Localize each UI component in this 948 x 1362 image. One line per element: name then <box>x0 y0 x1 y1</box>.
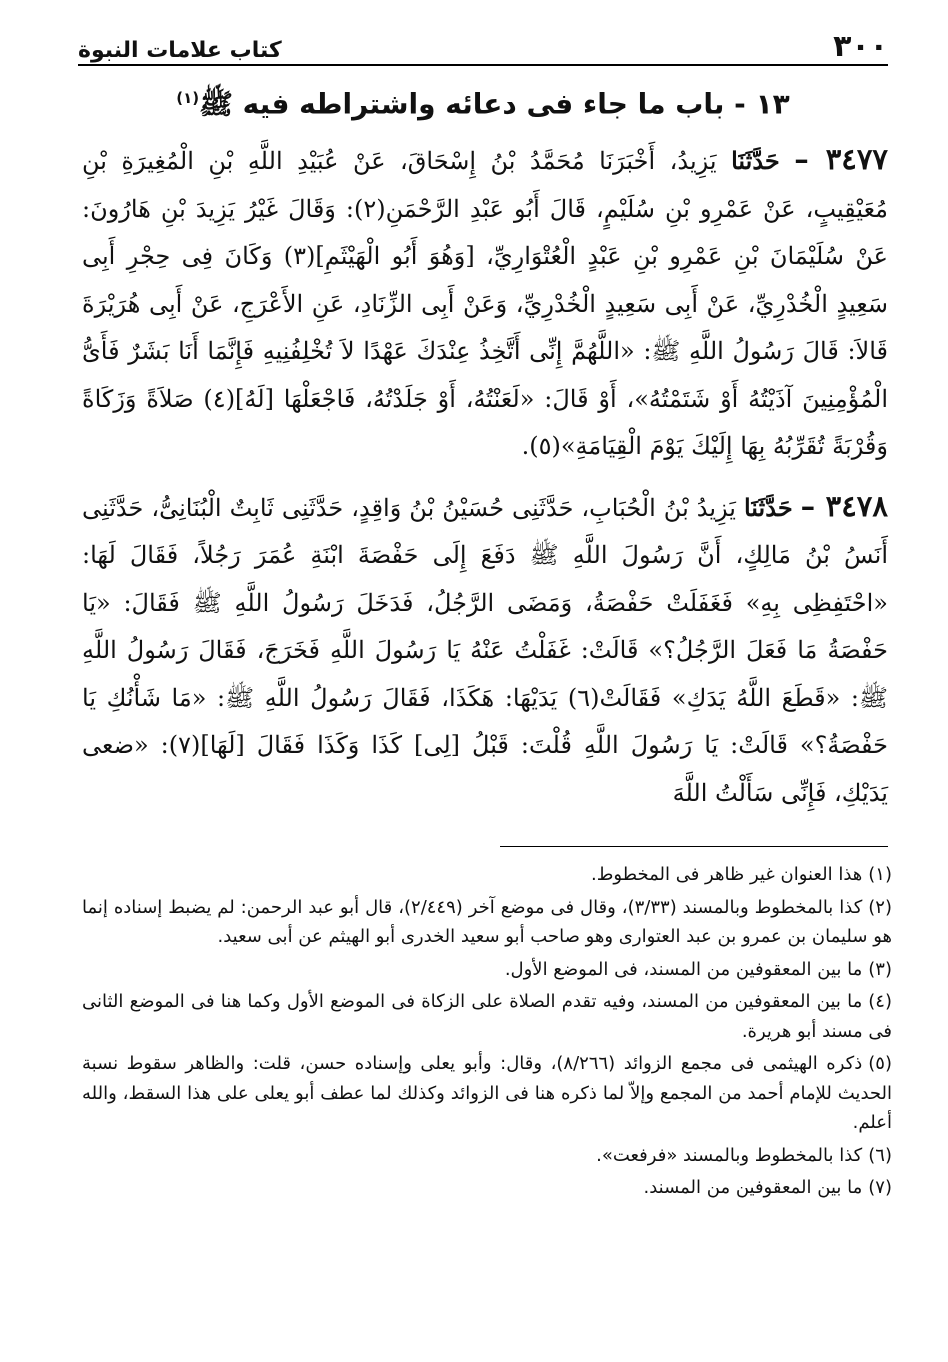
hadith-number: ٣٤٧٧ – <box>794 142 888 176</box>
footnote-text: كذا بالمخطوط وبالمسند (٣/٣٣)، وقال فى موضع آخر (٢/٤٤٩)، قال أبو عبد الرحمن: لم يضبط إسناده إنما هو سليمان بن عمرو بن عبد العتوارى وهو صاحب أبو سعيد الخدرى أبو الهيثم عن أبى سعيد. <box>82 896 892 947</box>
hadith-paragraph <box>82 483 888 818</box>
main-text <box>82 136 888 829</box>
hadith-text: يَزِيدُ، أَخْبَرَنَا مُحَمَّدُ بْنُ إِسْحَاقَ، عَنْ عُبَيْدِ اللَّهِ بْنِ الْمُغِيرَةِ بْنِ مُعَيْقِيبٍ، عَنْ عَمْرِو بْنِ سُلَيْمٍ، قَالَ أَبُو عَبْدِ الرَّحْمَنِ(٢): وَقَالَ غَيْرُ يَزِيدَ بْنِ هَارُونَ: عَنْ سُلَيْمَانَ بْنِ عَمْرِو بْنِ عَبْدٍ الْعُتْوَارِيِّ، [وَهُوَ أَبُو الْهَيْثَمِ](٣) وَكَانَ فِى حِجْرِ أَبِى سَعِيدٍ الْخُدْرِيِّ، عَنْ أَبِى سَعِيدٍ الْخُدْرِيِّ، وَعَنْ أَبِى الزِّنَادِ، عَنِ الأَعْرَجِ، عَنْ أَبِى هُرَيْرَةَ قَالاَ: قَالَ رَسُولُ اللَّهِ ﷺ: «اللَّهُمَّ إِنِّى أَتَّخِذُ عِنْدَكَ عَهْدًا لاَ تُخْلِفُنِيهِ فَإِنَّمَا أَنَا بَشَرٌ فَأَىُّ الْمُؤْمِنِينَ آذَيْتُهُ أَوْ شَتَمْتُهُ»، أَوْ قَالَ: «لَعَنْتُهُ، أَوْ جَلَدْتُهُ، فَاجْعَلْهَا [لَهُ](٤) صَلاَةً وَزَكَاةً وَقُرْبَةً تُقَرِّبُهُ بِهَا إِلَيْكَ يَوْمَ الْقِيَامَةِ»(٥). <box>82 147 889 460</box>
hadith-number: ٣٤٧٨ – <box>800 488 888 523</box>
chapter-title: ١٣ - باب ما جاء فى دعائه واشتراطه فيه ﷺ <box>199 87 790 121</box>
footnote <box>82 1173 892 1203</box>
footnote-number: (٥) <box>868 1053 892 1074</box>
footnotes <box>82 860 892 1206</box>
footnote-number: (٦) <box>868 1144 892 1166</box>
footnote-text: ما بين المعقوفين من المسند. <box>643 1177 863 1198</box>
footnote <box>82 1049 892 1138</box>
footnote-text: كذا بالمخطوط وبالمسند «فرفعت». <box>596 1144 863 1166</box>
footnote-number: (٣) <box>868 958 892 980</box>
footnote-text: ما بين المعقوفين من المسند، وفيه تقدم الصلاة على الزكاة فى الموضع الأول وكما هنا فى الموضع الثانى فى مسند أبو هريرة. <box>82 991 892 1042</box>
footnote-number: (٤) <box>868 991 892 1012</box>
footnote-number: (١) <box>868 864 892 885</box>
footnote <box>82 893 892 952</box>
hadith-paragraph <box>82 136 888 471</box>
footnote-text: هذا العنوان غير ظاهر فى المخطوط. <box>591 864 863 885</box>
footnote-number: (٢) <box>868 896 892 918</box>
footnote <box>82 1141 892 1171</box>
footnote-number: (٧) <box>868 1177 892 1198</box>
header-divider <box>78 64 888 66</box>
chapter-footnote-ref: (١) <box>176 89 200 107</box>
page-number: ٣٠٠ <box>833 29 888 64</box>
footnote-text: ما بين المعقوفين من المسند، فى الموضع الأول. <box>504 958 863 980</box>
footnote <box>82 955 892 985</box>
footnote <box>82 987 892 1046</box>
chapter-heading <box>78 76 888 126</box>
hadith-lead: حَدَّثَنَا <box>731 146 780 175</box>
footnote <box>82 860 892 890</box>
hadith-lead: حَدَّثَنَا <box>743 492 793 522</box>
page-header <box>78 22 888 62</box>
book-title: كتاب علامات النبوة <box>78 38 282 63</box>
footnote-divider <box>500 846 888 847</box>
hadith-text: يَزِيدُ بْنُ الْحُبَابِ، حَدَّثَنِى حُسَيْنُ بْنُ وَاقِدٍ، حَدَّثَنِى ثَابِتٌ الْبُنَانِىُّ، حَدَّثَنِى أَنَسُ بْنُ مَالِكٍ، أَنَّ رَسُولَ اللَّهِ ﷺ دَفَعَ إِلَى حَفْصَةَ ابْنَةِ عُمَرَ رَجُلاً، فَقَالَ لَهَا: «احْتَفِظِى بِهِ» فَغَفَلَتْ حَفْصَةُ، وَمَضَى الرَّجُلُ، فَدَخَلَ رَسُولُ اللَّهِ ﷺ فَقَالَ: «يَا حَفْصَةُ مَا فَعَلَ الرَّجُلُ؟» قَالَتْ: غَفَلْتُ عَنْهُ يَا رَسُولَ اللَّهِ فَخَرَجَ، فَقَالَ رَسُولُ اللَّهِ ﷺ: «قَطَعَ اللَّهُ يَدَكِ» فَقَالَتْ(٦) يَدَيْهَا: هَكَذَا، فَقَالَ رَسُولُ اللَّهِ ﷺ: «مَا شَأْنُكِ يَا حَفْصَةُ؟» قَالَتْ: يَا رَسُولَ اللَّهِ قُلْتَ: قَبْلُ [لِى] كَذَا وَكَذَا فَقَالَ [لَهَا](٧): «ضعى يَدَيْكِ، فَإِنِّى سَأَلْتُ اللَّهَ <box>82 493 888 807</box>
footnote-text: ذكره الهيثمى فى مجمع الزوائد (٨/٢٦٦)، وقال: وأبو يعلى وإسناده حسن، قلت: والظاهر سقوط نسبة الحديث للإمام أحمد من المجمع وإلاّ لما ذكره هنا فى الزوائد وكذلك لما عطف أبو يعلى على هذا السقط، والله أعلم. <box>82 1053 892 1133</box>
